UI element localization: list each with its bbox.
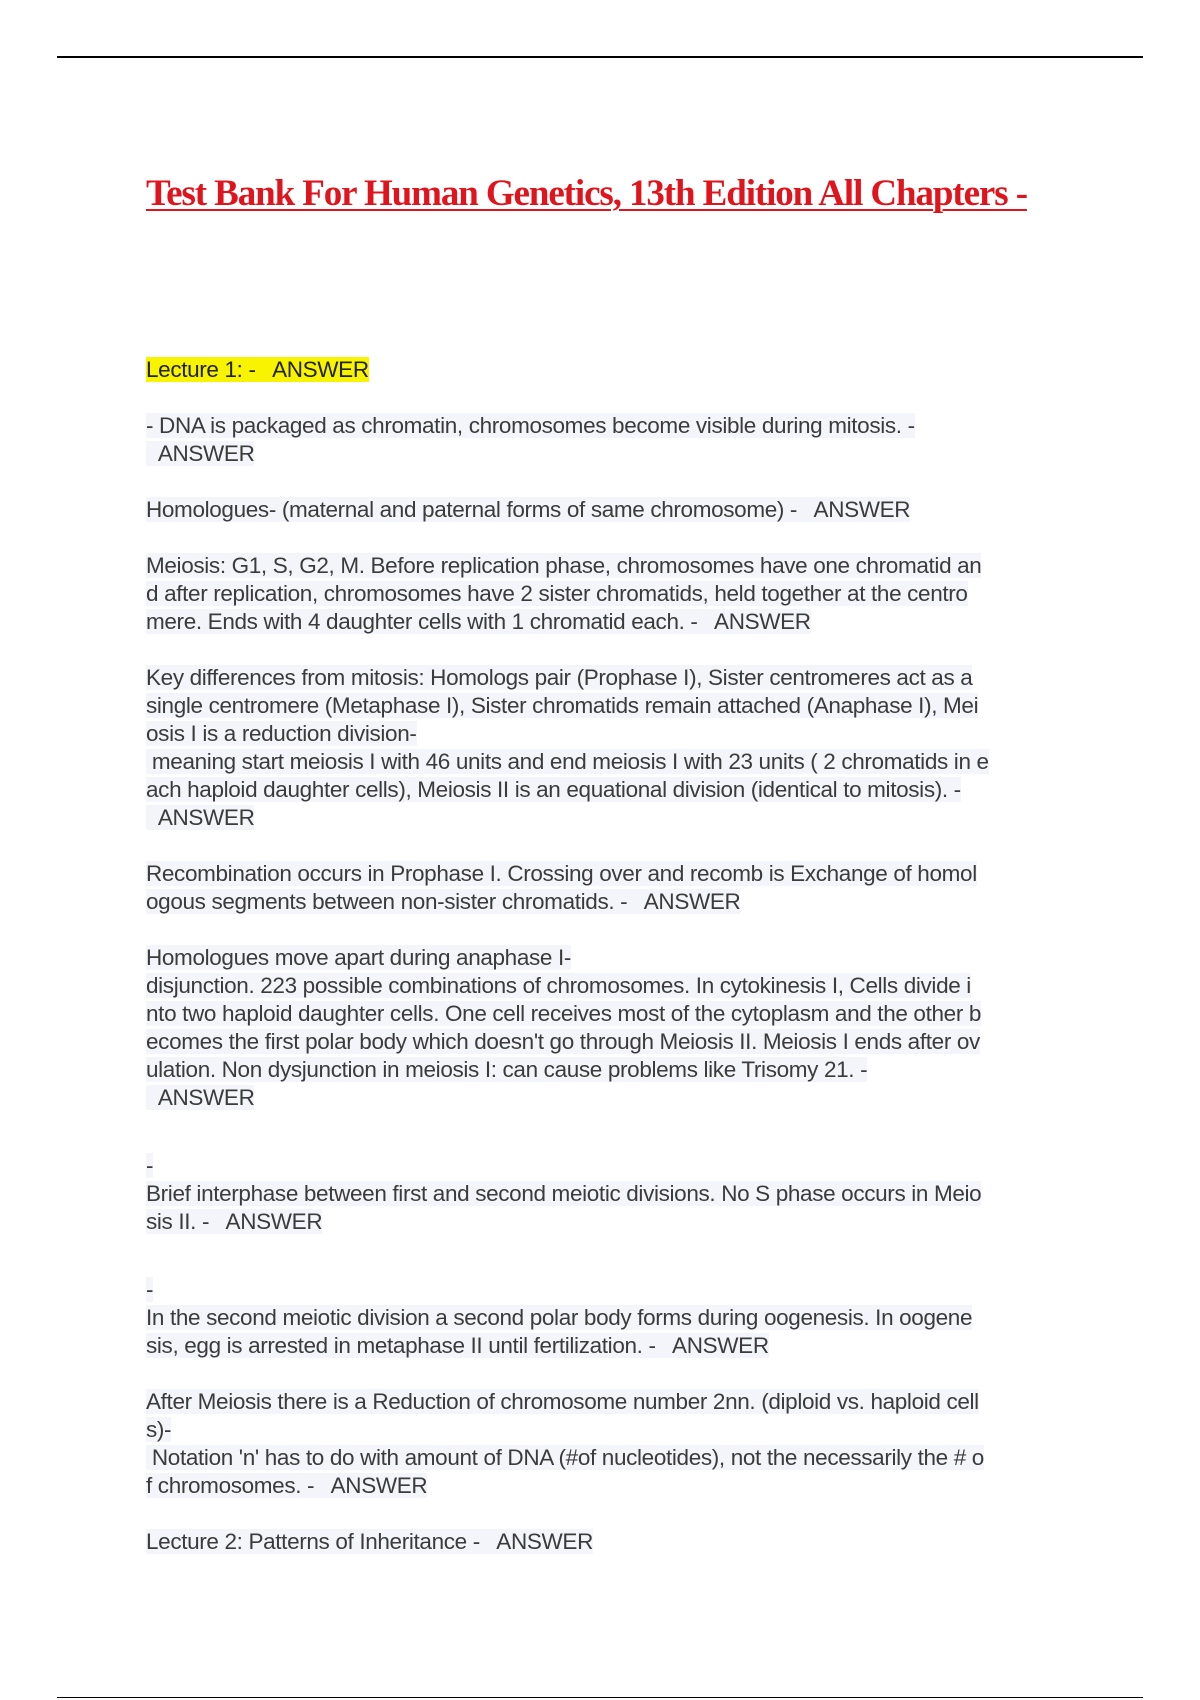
paragraph: After Meiosis there is a Reduction of chromosome number 2nn. (diploid vs. haploid cell s)- Notation 'n' has to do with amount of DNA (#of nucleotides), not the necessarily the # o f chromosomes. - ANSWER [146, 1389, 984, 1498]
paragraph: Recombination occurs in Prophase I. Crossing over and recomb is Exchange of homol ogous segments between non-sister chromatids. - ANSWER [146, 861, 977, 914]
document-body [146, 356, 1056, 1584]
paragraph: Homologues- (maternal and paternal forms of same chromosome) - ANSWER [146, 497, 911, 522]
bottom-rule [57, 1697, 1143, 1698]
highlighted-text: Lecture 1: - ANSWER [146, 357, 369, 382]
paragraph: Key differences from mitosis: Homologs pair (Prophase I), Sister centromeres act as a single centromere (Metaphase I), Sister chromatids remain attached (Anaphase I), Mei osis I is a reduction division- meaning start meiosis I with 46 units and end meiosis I with 23 units ( 2 chromatids in e ach haploid daughter cells), Meiosis II is an equational division (identical to mitosis). - ANSWER [146, 665, 989, 830]
paragraph: - DNA is packaged as chromatin, chromosomes become visible during mitosis. - ANSWER [146, 413, 915, 466]
document-title: Test Bank For Human Genetics, 13th Edition All Chapters - [146, 173, 1027, 214]
paragraph-lecture-2: Lecture 2: Patterns of Inheritance - ANSWER [146, 1529, 593, 1554]
top-rule [57, 56, 1143, 58]
paragraph: Meiosis: G1, S, G2, M. Before replication phase, chromosomes have one chromatid an d after replication, chromosomes have 2 sister chromatids, held together at the centro mere. Ends with 4 daughter cells with 1 chromatid each. - ANSWER [146, 553, 982, 634]
paragraph: - In the second meiotic division a second polar body forms during oogenesis. In oogene sis, egg is arrested in metaphase II until fertilization. - ANSWER [146, 1277, 973, 1358]
paragraph-lecture-1 [146, 356, 1056, 384]
paragraph: Homologues move apart during anaphase I- disjunction. 223 possible combinations of chromosomes. In cytokinesis I, Cells divide i nto two haploid daughter cells. One cell receives most of the cytoplasm and the other b ecomes the first polar body which doesn't go through Meiosis II. Meiosis I ends after ov ulation. Non dysjunction in meiosis I: can cause problems like Trisomy 21. - ANSWER [146, 945, 982, 1110]
paragraph: - Brief interphase between first and second meiotic divisions. No S phase occurs in Meio sis II. - ANSWER [146, 1153, 982, 1234]
